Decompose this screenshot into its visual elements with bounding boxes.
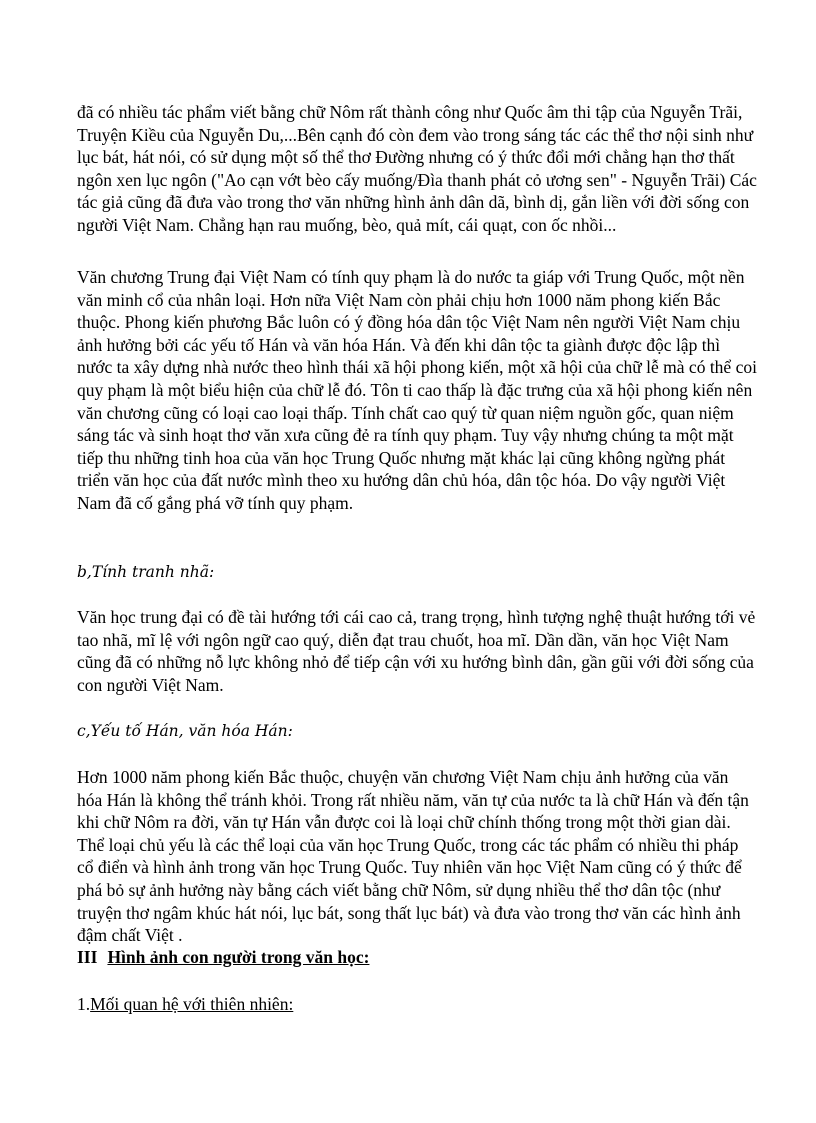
section-number: III <box>77 947 98 967</box>
subsection-number: 1. <box>77 994 91 1014</box>
heading-b: b,Tính tranh nhã: <box>77 563 215 581</box>
paragraph-nom-works: đã có nhiều tác phẩm viết bằng chữ Nôm rất thành công như Quốc âm thi tập của Nguyễn Trãi, Truyện Kiều của Nguyễn Du,...Bên cạnh đó còn đem vào trong sáng tác các thể thơ nội sinh như lục bát, hát nói, có sử dụng một số thể thơ Đường nhưng có ý thức đổi mới chẳng hạn thơ thất ngôn xen lục ngôn ("Ao cạn vớt bèo cấy muống/Đìa thanh phát cỏ ương sen" - Nguyễn Trãi) Các tác giả cũng đã đưa vào trong thơ văn những hình ảnh dân dã, bình dị, gắn liền với đời sống con người Việt Nam. Chẳng hạn rau muống, bèo, quả mít, cái quạt, con ốc nhồi... <box>77 102 757 235</box>
subsection-heading-1 <box>77 993 293 1016</box>
heading-c: c,Yếu tố Hán, văn hóa Hán: <box>77 722 293 740</box>
section-heading-iii <box>77 946 369 969</box>
paragraph-elegance: Văn học trung đại có đề tài hướng tới cái cao cả, trang trọng, hình tượng nghệ thuật hướng tới vẻ tao nhã, mĩ lệ với ngôn ngữ cao quý, diễn đạt trau chuốt, hoa mĩ. Dần dần, văn học Việt Nam cũng đã có những nỗ lực không nhỏ để tiếp cận với xu hướng bình dân, gần gũi với đời sống của con người Việt Nam. <box>77 607 756 695</box>
paragraph-han-influence: Hơn 1000 năm phong kiến Bắc thuộc, chuyện văn chương Việt Nam chịu ảnh hưởng của văn hóa Hán là không thể tránh khỏi. Trong rất nhiều năm, văn tự của nước ta là chữ Hán và đến tận khi chữ Nôm ra đời, văn tự Hán vẫn được coi là loại chữ chính thống trong một thời gian dài. Thể loại chủ yếu là các thể loại của văn học Trung Quốc, trong các tác phẩm có nhiều thi pháp cổ điển và hình ảnh trong văn học Trung Quốc. Tuy nhiên văn học Việt Nam cũng có ý thức để phá bỏ sự ảnh hưởng này bằng cách viết bằng chữ Nôm, sử dụng nhiều thể thơ dân tộc (như truyện thơ ngâm khúc hát nói, lục bát, song thất lục bát) và đưa vào trong thơ văn các hình ảnh đậm chất Việt . <box>77 767 749 946</box>
section-title: Hình ảnh con người trong văn học: <box>107 947 370 967</box>
paragraph-normativity: Văn chương Trung đại Việt Nam có tính quy phạm là do nước ta giáp với Trung Quốc, một nền văn minh cổ của nhân loại. Hơn nữa Việt Nam còn phải chịu hơn 1000 năm phong kiến Bắc thuộc. Phong kiến phương Bắc luôn có ý đồng hóa dân tộc Việt Nam nên người Việt Nam chịu ảnh hưởng bởi các yếu tố Hán và văn hóa Hán. Và đến khi dân tộc ta giành được độc lập thì nước ta xây dựng nhà nước theo hình thái xã hội phong kiến, một xã hội của chữ lễ mà có thể coi quy phạm là một biểu hiện của chữ lễ đó. Tôn ti cao thấp là đặc trưng của xã hội phong kiến nên văn chương cũng có loại cao loại thấp. Tính chất cao quý từ quan niệm nguồn gốc, quan niệm sáng tác và sinh hoạt thơ văn xưa cũng đẻ ra tính quy phạm. Tuy vậy nhưng chúng ta một mặt tiếp thu những tinh hoa của văn học Trung Quốc nhưng mặt khác lại cũng không ngừng phát triển văn học của đất nước mình theo xu hướng dân chủ hóa, dân tộc hóa. Do vậy người Việt Nam đã cố gắng phá vỡ tính quy phạm. <box>77 267 757 513</box>
subsection-title: Mối quan hệ với thiên nhiên: <box>90 994 294 1014</box>
